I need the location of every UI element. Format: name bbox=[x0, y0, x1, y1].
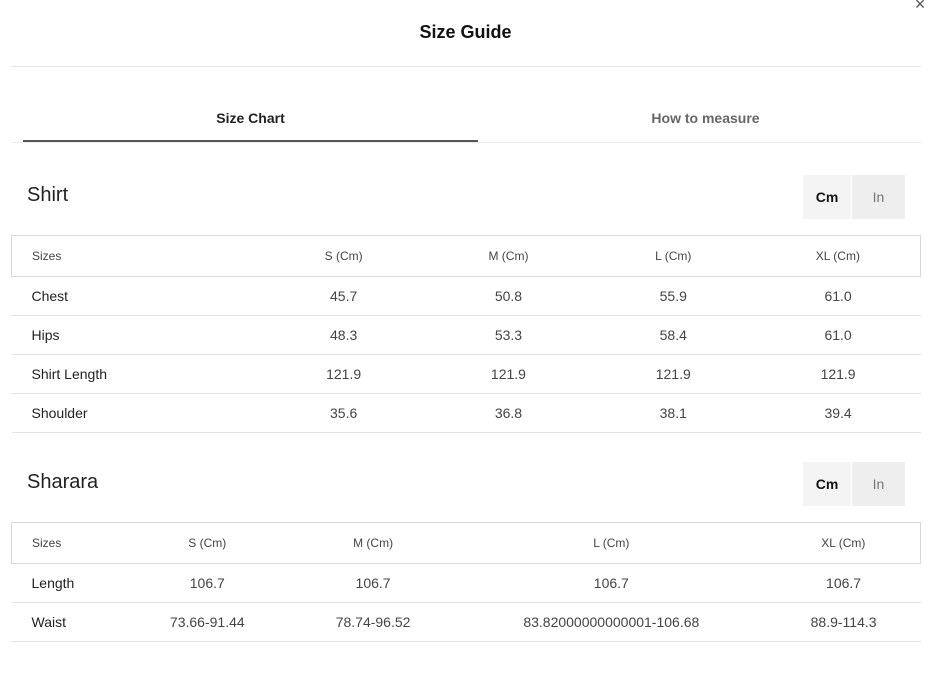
table-cell: 55.9 bbox=[591, 277, 756, 316]
shirt-unit-toggle bbox=[803, 175, 905, 219]
column-header: M (Cm) bbox=[290, 523, 456, 564]
row-label: Waist bbox=[12, 603, 125, 642]
table-cell: 106.7 bbox=[767, 564, 921, 603]
sharara-section-title: Sharara bbox=[27, 471, 99, 493]
table-cell: 53.3 bbox=[426, 316, 591, 355]
sharara-size-table bbox=[11, 522, 921, 642]
title-divider bbox=[11, 66, 921, 67]
table-cell: 38.1 bbox=[591, 394, 756, 433]
column-header: XL (Cm) bbox=[767, 523, 921, 564]
column-header: Sizes bbox=[12, 236, 262, 277]
shirt-size-table bbox=[11, 235, 921, 433]
row-label: Hips bbox=[12, 316, 262, 355]
close-icon[interactable]: × bbox=[914, 0, 926, 14]
table-row bbox=[12, 277, 921, 316]
shirt-unit-in-button[interactable]: In bbox=[852, 175, 905, 219]
tab-bar bbox=[23, 100, 921, 142]
tab-how-to-measure[interactable]: How to measure bbox=[651, 110, 760, 126]
table-cell: 121.9 bbox=[261, 355, 426, 394]
row-label: Length bbox=[12, 564, 125, 603]
sharara-unit-in-button[interactable]: In bbox=[852, 462, 905, 506]
tabs-divider bbox=[11, 142, 921, 143]
table-cell: 121.9 bbox=[756, 355, 921, 394]
table-cell: 61.0 bbox=[756, 316, 921, 355]
table-cell: 35.6 bbox=[261, 394, 426, 433]
table-cell: 45.7 bbox=[261, 277, 426, 316]
table-cell: 121.9 bbox=[426, 355, 591, 394]
table-cell: 39.4 bbox=[756, 394, 921, 433]
table-header-row bbox=[12, 236, 921, 277]
shirt-unit-cm-button[interactable]: Cm bbox=[803, 175, 852, 219]
table-cell: 88.9-114.3 bbox=[767, 603, 921, 642]
sharara-unit-cm-button[interactable]: Cm bbox=[803, 462, 852, 506]
column-header: Sizes bbox=[12, 523, 125, 564]
column-header: M (Cm) bbox=[426, 236, 591, 277]
table-cell: 36.8 bbox=[426, 394, 591, 433]
table-cell: 48.3 bbox=[261, 316, 426, 355]
table-cell: 106.7 bbox=[456, 564, 767, 603]
row-label: Shoulder bbox=[12, 394, 262, 433]
table-row bbox=[12, 603, 921, 642]
table-cell: 78.74-96.52 bbox=[290, 603, 456, 642]
table-cell: 121.9 bbox=[591, 355, 756, 394]
table-row bbox=[12, 564, 921, 603]
table-cell: 83.82000000000001-106.68 bbox=[456, 603, 767, 642]
table-cell: 106.7 bbox=[290, 564, 456, 603]
table-row bbox=[12, 316, 921, 355]
column-header: S (Cm) bbox=[261, 236, 426, 277]
shirt-section-title: Shirt bbox=[27, 184, 69, 206]
sharara-unit-toggle bbox=[803, 462, 905, 506]
column-header: L (Cm) bbox=[456, 523, 767, 564]
column-header: L (Cm) bbox=[591, 236, 756, 277]
table-cell: 73.66-91.44 bbox=[124, 603, 290, 642]
column-header: XL (Cm) bbox=[756, 236, 921, 277]
row-label: Shirt Length bbox=[12, 355, 262, 394]
table-row bbox=[12, 394, 921, 433]
table-cell: 106.7 bbox=[124, 564, 290, 603]
table-header-row bbox=[12, 523, 921, 564]
table-cell: 50.8 bbox=[426, 277, 591, 316]
table-cell: 58.4 bbox=[591, 316, 756, 355]
table-cell: 61.0 bbox=[756, 277, 921, 316]
table-row bbox=[12, 355, 921, 394]
row-label: Chest bbox=[12, 277, 262, 316]
column-header: S (Cm) bbox=[124, 523, 290, 564]
tab-size-chart[interactable]: Size Chart bbox=[23, 100, 478, 142]
modal-title: Size Guide bbox=[419, 22, 512, 42]
